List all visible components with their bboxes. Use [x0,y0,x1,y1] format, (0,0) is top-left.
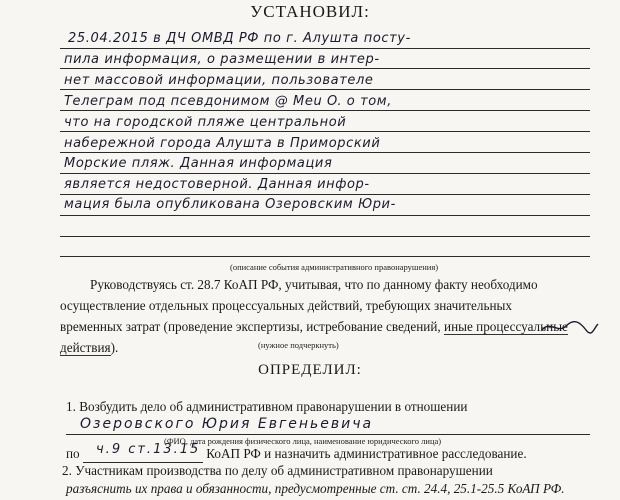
handwritten-line: что на городской пляже центральной [64,115,347,130]
handwritten-line: Морские пляж. Данная информация [64,156,333,171]
handwritten-name: Озеровского Юрия Евгеньевича [80,416,374,432]
form-rule [60,194,590,195]
underline-caption: (нужное подчеркнуть) [258,340,339,350]
handwritten-line: пила информация, о размещении в интер- [64,52,380,67]
event-caption: (описание события административного правонарушения) [230,262,439,272]
handwritten-line: набережной города Алушта в Приморский [64,136,381,151]
form-rule [60,173,590,174]
underlined-option: действия [60,340,111,355]
item2-line2: разъяснить их права и обязанности, предусмотренные ст. ст. 24.4, 25.1-25.5 КоАП РФ. [66,481,565,496]
paragraph-line [60,316,590,337]
fio-caption: (ФИО, дата рождения физического лица, наименование юридического лица) [164,436,442,446]
handwritten-line: нет массовой информации, пользователе [64,73,374,88]
item1-text: 1. Возбудить дело об административном правонарушении в отношении [66,399,468,414]
article-suffix: КоАП РФ и назначить административное расследование. [206,446,527,461]
article-prefix: по [66,446,80,461]
paragraph-text: временных затрат (проведение экспертизы, истребование сведений, [60,319,445,334]
form-rule [60,152,590,153]
form-rule [60,256,590,257]
heading-decided: ОПРЕДЕЛИЛ: [258,362,362,378]
form-rule [60,236,590,237]
form-rule [60,48,590,49]
paragraph-line: Руководствуясь ст. 28.7 КоАП РФ, учитывая, что по данному факту необходимо [90,277,538,292]
handwritten-line: мация была опубликована Озеровским Юри- [64,197,396,212]
form-rule [60,215,590,216]
handwritten-line: является недостоверной. Данная инфор- [64,177,370,192]
underlined-option: иные процессуальные [444,319,568,334]
form-rule [60,68,590,69]
paragraph-text: ). [110,340,119,355]
form-rule [60,110,590,111]
handwritten-line: 25.04.2015 в ДЧ ОМВД РФ по г. Алушта посту- [68,31,411,46]
handwritten-article: ч.9 ст.13.15 [96,442,201,457]
form-rule [60,131,590,132]
form-rule [60,89,590,90]
paragraph-line: осуществление отдельных процессуальных действий, требующих значительных [60,298,512,313]
item2-line1: 2. Участникам производства по делу об административном правонарушении [62,463,493,478]
signature-mark [540,318,600,336]
heading-established: УСТАНОВИЛ: [250,2,370,21]
handwritten-line: Телеграм под псевдонимом @ Meu O. о том, [64,94,392,109]
name-rule [66,434,590,435]
